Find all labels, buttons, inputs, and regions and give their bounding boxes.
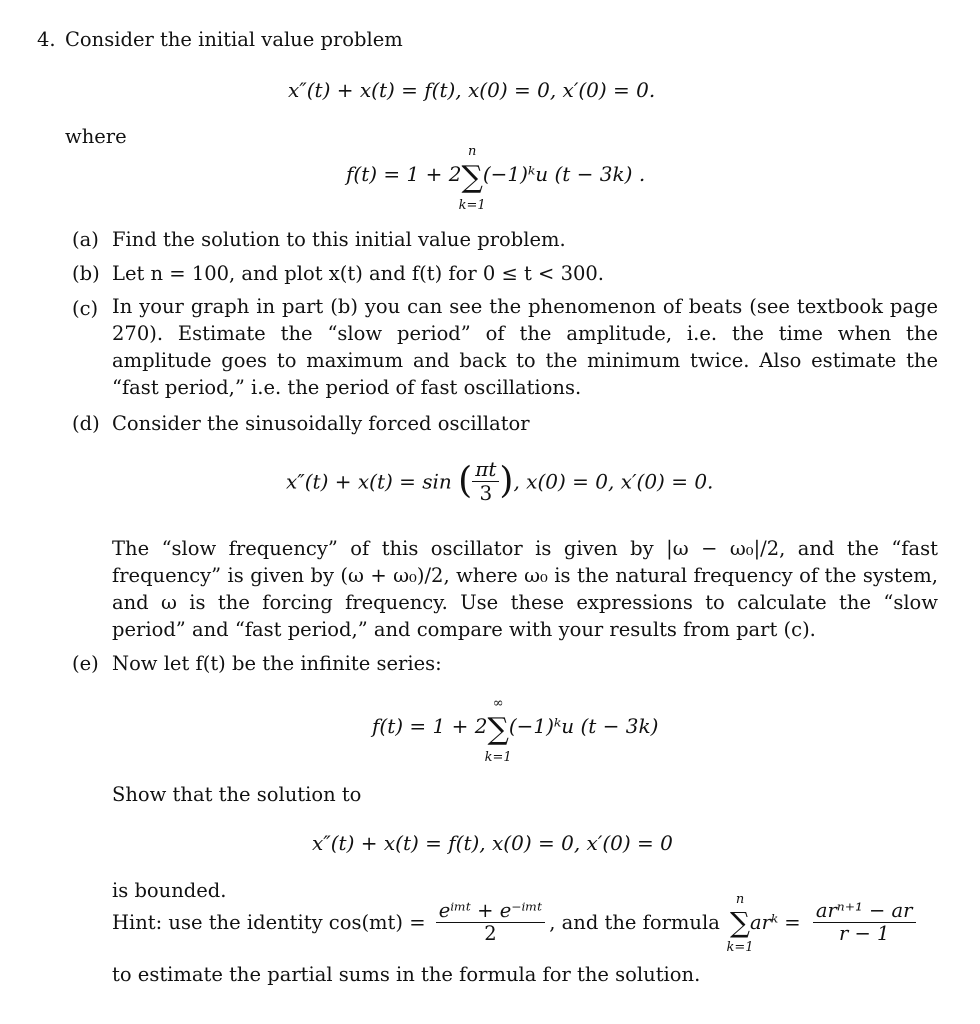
right-paren: ) (499, 460, 514, 502)
forcing-inf-lhs: f(t) = 1 + 2 (372, 714, 488, 738)
pi-t-numerator: πt (472, 458, 499, 482)
hint-sum-symbol: ∑ n k=1 (726, 891, 754, 955)
equation-sinusoidal (286, 458, 713, 505)
hint-sum-lower: k=1 (726, 939, 754, 955)
sum-lower-limit: k=1 (458, 198, 486, 213)
sin-lhs: x″(t) + x(t) = sin (286, 469, 452, 494)
sum-symbol: ∑ n k=1 (458, 144, 486, 213)
problem-intro: Consider the initial value problem (65, 28, 403, 51)
final-text: to estimate the partial sums in the formula for the solution. (112, 963, 701, 986)
pi-t-denominator: 3 (479, 481, 493, 505)
left-paren: ( (458, 460, 473, 502)
part-a-text: Find the solution to this initial value problem. (112, 228, 566, 251)
equation-forcing-infinite (372, 696, 659, 765)
sum-inf-upper: ∞ (492, 696, 504, 711)
part-c-label: (c) (72, 297, 99, 320)
hint-prefix: Hint: use the identity cos(mt) = (112, 911, 426, 935)
hint-exp-numerator: eⁱᵐᵗ + e⁻ⁱᵐᵗ (436, 900, 546, 923)
part-c-text: In your graph in part (b) you can see the phenomenon of beats (see textbook page 270). Estimate the “slow period” of the amplitude, i.e. the time when the amplitude goes to maximum and back to the minimum twice. Also estimate the “fast period,” i.e. the period of fast oscillations. (112, 295, 938, 399)
part-b-label: (b) (72, 262, 100, 285)
pi-t-over-3 (472, 458, 499, 505)
part-e-text: Now let f(t) be the infinite series: (112, 652, 442, 675)
part-d-paragraph: The “slow frequency” of this oscillator is given by |ω − ω₀|/2, and the “fast frequency” is given by (ω + ω₀)/2, where ω₀ is the natural frequency of the system, and ω is the forcing frequency. Use these expressions to calculate the “slow period” and “fast period,” and compare with your results from part (c). (112, 537, 938, 641)
sin-rhs: , x(0) = 0, x′(0) = 0. (513, 469, 714, 494)
bounded-text: is bounded. (112, 879, 227, 902)
forcing-inf-rhs: (−1)ᵏu (t − 3k) (508, 714, 659, 738)
part-d-text: Consider the sinusoidally forced oscillator (112, 412, 530, 435)
forcing-lhs: f(t) = 1 + 2 (346, 162, 462, 186)
equation-ivp: x″(t) + x(t) = f(t), x(0) = 0, x′(0) = 0. (288, 78, 656, 102)
equation-forcing-finite (346, 144, 646, 213)
show-text: Show that the solution to (112, 783, 362, 806)
equation-bounded: x″(t) + x(t) = f(t), x(0) = 0, x′(0) = 0 (312, 831, 673, 855)
part-e-label: (e) (72, 652, 99, 675)
sum-inf-symbol: ∑ ∞ k=1 (484, 696, 512, 765)
where-label: where (65, 125, 127, 148)
hint-exp-denominator: 2 (484, 922, 497, 946)
part-a-label: (a) (72, 228, 99, 251)
part-d-label: (d) (72, 412, 100, 435)
hint-geometric-denominator: r − 1 (838, 922, 890, 946)
sum-inf-lower: k=1 (484, 750, 512, 765)
hint-sum-upper: n (735, 891, 745, 907)
sum-upper-limit: n (467, 144, 477, 159)
problem-number: 4. (37, 28, 56, 51)
forcing-rhs: (−1)ᵏu (t − 3k) . (482, 162, 646, 186)
hint-sum-body: arᵏ = (750, 911, 801, 935)
hint-geometric-fraction (813, 900, 916, 946)
hint-exp-fraction (436, 900, 546, 946)
hint-line (112, 891, 916, 955)
part-b-text: Let n = 100, and plot x(t) and f(t) for 0 ≤ t < 300. (112, 262, 604, 285)
hint-mid: , and the formula (549, 911, 720, 935)
hint-geometric-numerator: arⁿ⁺¹ − ar (813, 900, 916, 923)
